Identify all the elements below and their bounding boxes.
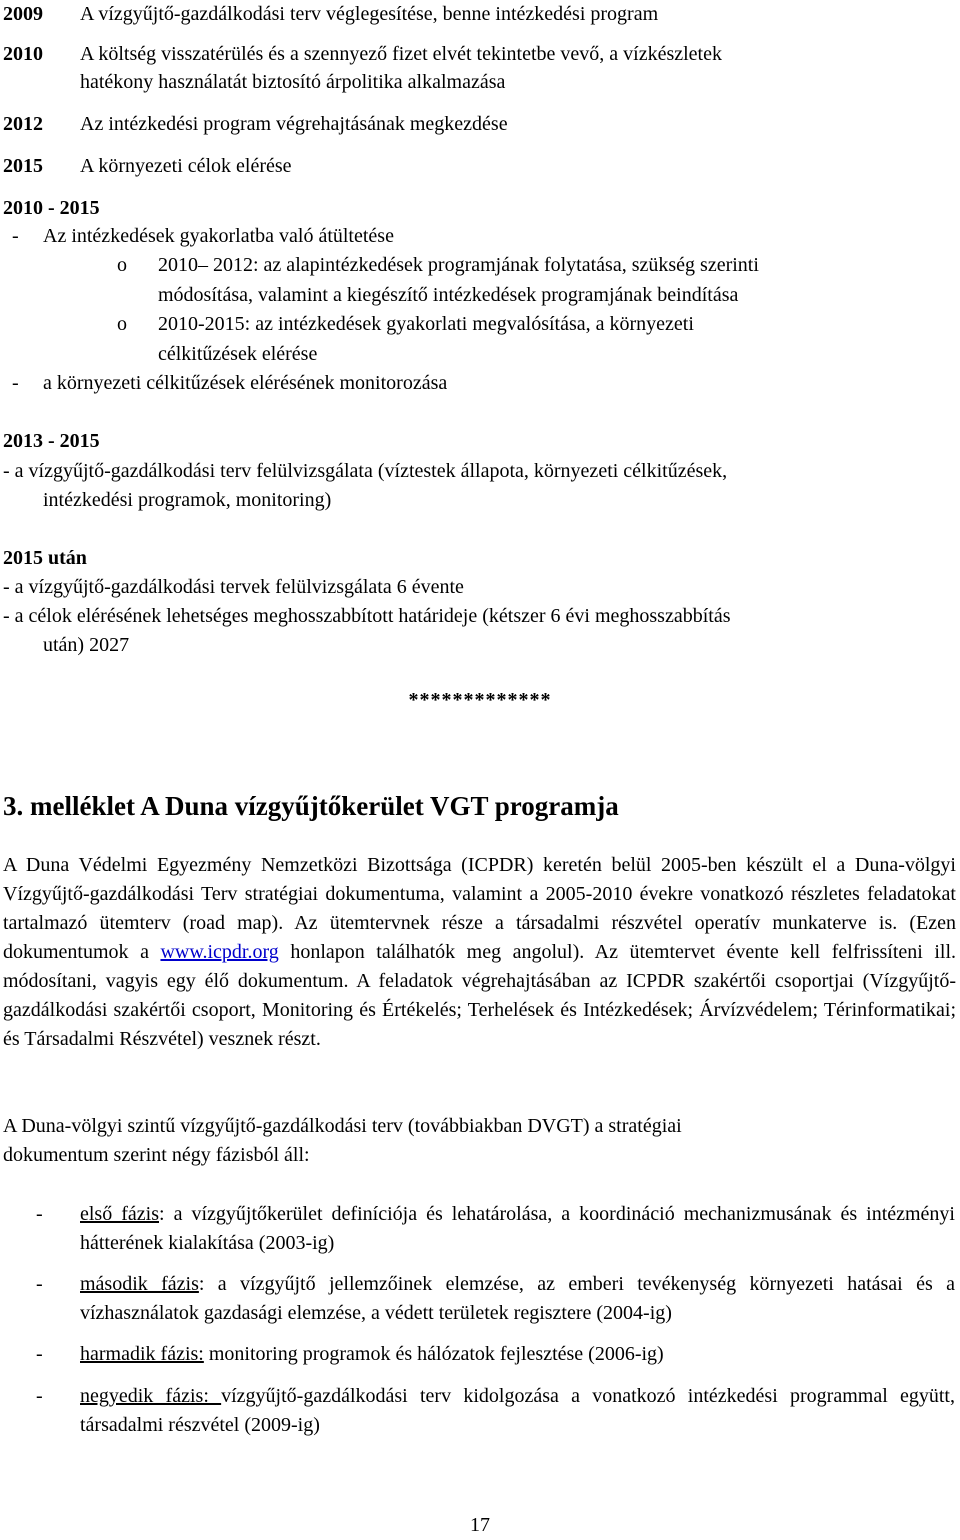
bullet-text: - a vízgyűjtő-gazdálkodási terv felülvizsgálata (víztestek állapota, környezeti célkitűzések, bbox=[3, 460, 728, 482]
bullet-text-continued: intézkedési programok, monitoring) bbox=[43, 489, 332, 511]
bullet-text: - a vízgyűjtő-gazdálkodási tervek felülvizsgálata 6 évente bbox=[3, 576, 464, 598]
paragraph-text: A Duna Védelmi Egyezmény Nemzetközi Bizottsága (ICPDR) keretén belül 2005-ben készült el a Duna-völgyi Vízgyűjtő-gazdálkodási Terv stratégiai dokumentuma, valamint a 2005-2010 évekre vonatkozó részletes feladatokat tartalmazó ütemterv (road map). Az ütemtervnek része a társadalmi részvétel operatív munkaterve is. (Ezen dokumentumok a bbox=[3, 854, 956, 963]
timeline-text-2010-line1: A költség visszatérülés és a szennyező fizet elvét tekintetbe vevő, a vízkészletek bbox=[80, 43, 722, 65]
timeline-text-2009: A vízgyűjtő-gazdálkodási terv véglegesítése, benne intézkedési program bbox=[80, 3, 659, 25]
timeline-text-2012: Az intézkedési program végrehajtásának megkezdése bbox=[80, 113, 508, 135]
phase-dash: - bbox=[36, 1203, 43, 1225]
year-2012: 2012 bbox=[3, 113, 43, 135]
phase-dash: - bbox=[36, 1343, 43, 1365]
bullet-text: - a célok elérésének lehetséges meghosszabbított határideje (kétszer 6 évi meghosszabbítás bbox=[3, 605, 731, 627]
phase-name: harmadik fázis: bbox=[80, 1343, 204, 1365]
phase-text: : a vízgyűjtő jellemzőinek elemzése, az emberi tevékenység környezeti hatásai és a vízhasználatok gazdasági elemzése, a védett területek regisztere (2004-ig) bbox=[80, 1273, 955, 1324]
phase-item-2 bbox=[80, 1270, 955, 1328]
phase-text: : a vízgyűjtőkerület definíciója és lehatárolása, a koordináció mechanizmusának és intézményi hátterének kialakítása (2003-ig) bbox=[80, 1203, 955, 1254]
phase-name: negyedik fázis: bbox=[80, 1385, 222, 1407]
section-separator: ************* bbox=[408, 689, 552, 711]
annex-paragraph-2-line2: dokumentum szerint négy fázisból áll: bbox=[3, 1144, 310, 1166]
phase-dash: - bbox=[36, 1273, 43, 1295]
timeline-text-2015: A környezeti célok elérése bbox=[80, 155, 292, 177]
paragraph-text: honlapon találhatók meg angolul). Az ütemtervet évente kell felfrissíteni ill. módosítani, vagyis egy élő dokumentum. A feladatok végrehajtásában az ICPDR szakértői csoportjai (Vízgyűjtő-gazdálkodási szakértői csoport, Monitoring és Értékelés; Terhelések és Intézkedések; Árvízvédelem; Térinformatikai; és Társadalmi Részvétel) vesznek részt. bbox=[3, 941, 956, 1050]
phase-item-4 bbox=[80, 1382, 955, 1440]
annex-paragraph-2-line1: A Duna-völgyi szintű vízgyűjtő-gazdálkodási terv (továbbiakban DVGT) a stratégiai bbox=[3, 1115, 682, 1137]
period-heading-2010-2015: 2010 - 2015 bbox=[3, 197, 100, 219]
period-heading-2013-2015: 2013 - 2015 bbox=[3, 430, 100, 452]
annex-title: 3. melléklet A Duna vízgyűjtőkerület VGT programja bbox=[3, 791, 619, 821]
year-2015: 2015 bbox=[3, 155, 43, 177]
phase-text: vízgyűjtő-gazdálkodási terv kidolgozása a vonatkozó intézkedési programmal együtt, társadalmi részvétel (2009-ig) bbox=[80, 1385, 955, 1436]
timeline-text-2010-line2: hatékony használatát biztosító árpolitika alkalmazása bbox=[80, 71, 506, 93]
year-2010: 2010 bbox=[3, 43, 43, 65]
sub-bullet-text-line2: célkitűzések elérése bbox=[158, 343, 318, 365]
phase-item-3 bbox=[80, 1340, 955, 1369]
bullet-dash: - bbox=[12, 372, 19, 394]
page-number: 17 bbox=[470, 1514, 490, 1536]
sub-bullet-text-line2: módosítása, valamint a kiegészítő intézkedések programjának beindítása bbox=[158, 284, 739, 306]
year-2009: 2009 bbox=[3, 3, 43, 25]
bullet-text: Az intézkedések gyakorlatba való átültetése bbox=[43, 225, 394, 247]
phase-name: második fázis bbox=[80, 1273, 199, 1295]
bullet-dash: - bbox=[12, 225, 19, 247]
phase-item-1 bbox=[80, 1200, 955, 1258]
phase-name: első fázis bbox=[80, 1203, 159, 1225]
sub-bullet-text-line1: 2010-2015: az intézkedések gyakorlati megvalósítása, a környezeti bbox=[158, 313, 694, 335]
sub-bullet-text-line1: 2010– 2012: az alapintézkedések programjának folytatása, szükség szerinti bbox=[158, 254, 759, 276]
sub-bullet-marker: o bbox=[117, 313, 127, 335]
bullet-text-continued: után) 2027 bbox=[43, 634, 130, 656]
bullet-text: a környezeti célkitűzések elérésének monitorozása bbox=[43, 372, 448, 394]
phase-text: monitoring programok és hálózatok fejlesztése (2006-ig) bbox=[203, 1343, 664, 1365]
sub-bullet-marker: o bbox=[117, 254, 127, 276]
period-heading-after-2015: 2015 után bbox=[3, 547, 87, 569]
annex-paragraph-1 bbox=[3, 851, 956, 1054]
phase-dash: - bbox=[36, 1385, 43, 1407]
icpdr-link[interactable]: www.icpdr.org bbox=[160, 941, 279, 963]
